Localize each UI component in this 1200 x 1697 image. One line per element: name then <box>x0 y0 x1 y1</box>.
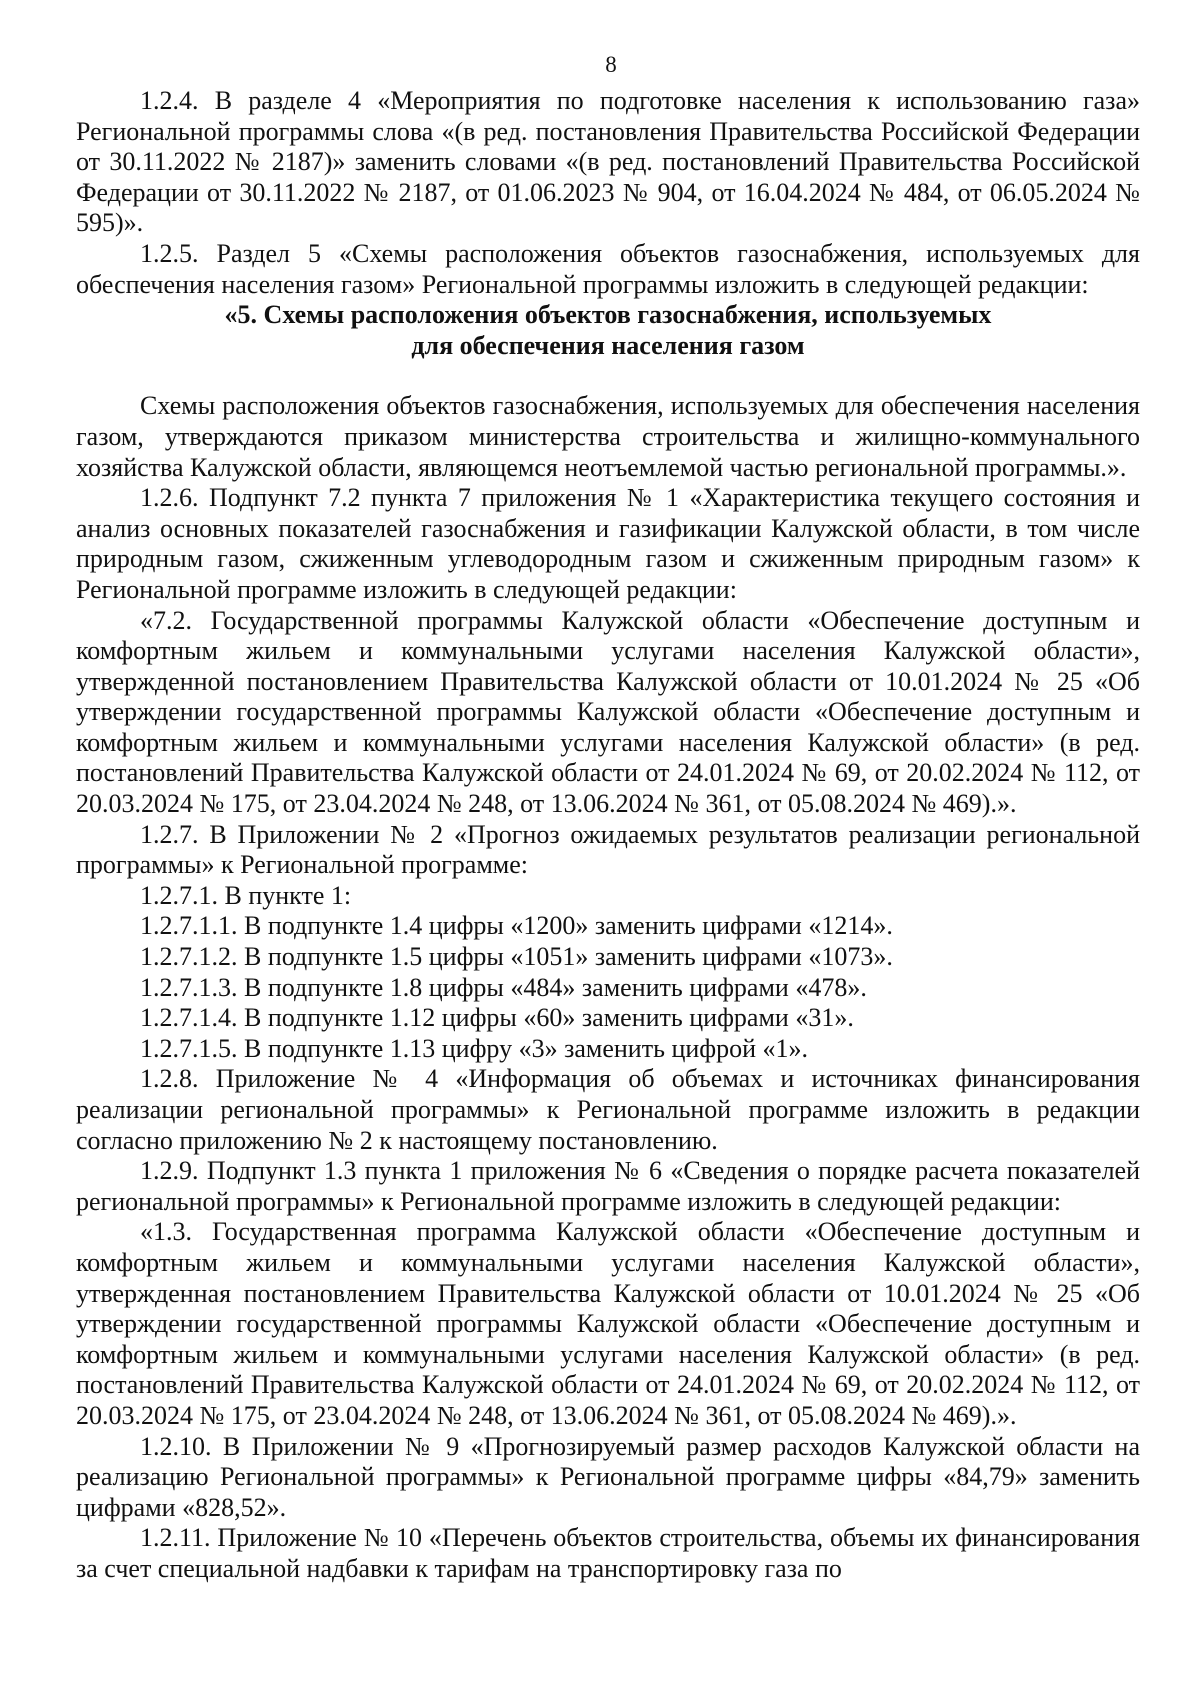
section-5-heading <box>76 300 1140 361</box>
document-page <box>76 50 1140 1585</box>
paragraph-1-2-7-1-4: 1.2.7.1.4. В подпункте 1.12 цифры «60» заменить цифрами «31». <box>140 1003 854 1033</box>
paragraph-1-2-9: 1.2.9. Подпункт 1.3 пункта 1 приложения № 6 «Сведения о порядке расчета показателей региональной программы» к Региональной программе изложить в следующей редакции: <box>76 1156 1140 1216</box>
paragraph-1-2-11: 1.2.11. Приложение № 10 «Перечень объектов строительства, объемы их финансирования за счет специальной надбавки к тарифам на транспортировку газа по <box>76 1523 1140 1583</box>
paragraph-1-2-7: 1.2.7. В Приложении № 2 «Прогноз ожидаемых результатов реализации региональной программы» к Региональной программе: <box>76 819 1140 880</box>
paragraph-1-2-8: 1.2.8. Приложение № 4 «Информация об объемах и источниках финансирования реализации региональной программы» к Региональной программе изложить в редакции согласно приложению № 2 к настоящему постановлению. <box>76 1064 1140 1155</box>
paragraph-1-2-7-1-1: 1.2.7.1.1. В подпункте 1.4 цифры «1200» заменить цифрами «1214». <box>140 911 893 941</box>
paragraph-1-2-5: 1.2.5. Раздел 5 «Схемы расположения объектов газоснабжения, используемых для обеспечения населения газом» Региональной программы изложить в следующей редакции: <box>76 238 1140 299</box>
page-number: 8 <box>605 52 617 77</box>
paragraph-1-2-7-1: 1.2.7.1. В пункте 1: <box>140 880 352 910</box>
paragraph-1-2-7-1-5: 1.2.7.1.5. В подпункте 1.13 цифру «3» заменить цифрой «1». <box>140 1033 809 1063</box>
paragraph-1-2-4: 1.2.4. В разделе 4 «Мероприятия по подготовке населения к использованию газа» Региональной программы слова «(в ред. постановления Правительства Российской Федерации от 30.11.2022 № 2187)» заменить словами «(в ред. постановлений Правительства Российской Федерации от 30.11.2022 № 2187, от 01.06.2023 № 904, от 16.04.2024 № 484, от 06.05.2024 № 595)». <box>76 86 1140 238</box>
paragraph-1-2-6: 1.2.6. Подпункт 7.2 пункта 7 приложения № 1 «Характеристика текущего состояния и анализ основных показателей газоснабжения и газификации Калужской области, в том числе природным газом, сжиженным углеводородным газом и сжиженным природным газом» к Региональной программе изложить в следующей редакции: <box>76 483 1140 604</box>
section-5-heading-line-1: «5. Схемы расположения объектов газоснабжения, используемых <box>224 300 992 330</box>
paragraph-section-5-body: Схемы расположения объектов газоснабжения, используемых для обеспечения населения газом, утверждаются приказом министерства строительства и жилищно-коммунального хозяйства Калужской области, являющемся неотъемлемой частью региональной программы.». <box>76 391 1140 482</box>
section-5-heading-line-2: для обеспечения населения газом <box>411 330 805 360</box>
paragraph-7-2-quote: «7.2. Государственной программы Калужской области «Обеспечение доступным и комфортным жильем и коммунальными услугами населения Калужской области», утвержденной постановлением Правительства Калужской области от 10.01.2024 № 25 «Об утверждении государственной программы Калужской области «Обеспечение доступным и комфортным жильем и коммунальными услугами населения Калужской области» (в ред. постановлений Правительства Калужской области от 24.01.2024 № 69, от 20.02.2024 № 112, от 20.03.2024 № 175, от 23.04.2024 № 248, от 13.06.2024 № 361, от 05.08.2024 № 469).». <box>76 605 1140 819</box>
paragraph-1-2-10: 1.2.10. В Приложении № 9 «Прогнозируемый размер расходов Калужской области на реализацию Региональной программы» к Региональной программе цифры «84,79» заменить цифрами «828,52». <box>76 1431 1140 1522</box>
paragraph-1-3-quote: «1.3. Государственная программа Калужской области «Обеспечение доступным и комфортным жильем и коммунальными услугами населения Калужской области», утвержденная постановлением Правительства Калужской области от 10.01.2024 № 25 «Об утверждении государственной программы Калужской области «Обеспечение доступным и комфортным жильем и коммунальными услугами населения Калужской области» (в ред. постановлений Правительства Калужской области от 24.01.2024 № 69, от 20.02.2024 № 112, от 20.03.2024 № 175, от 23.04.2024 № 248, от 13.06.2024 № 361, от 05.08.2024 № 469).». <box>76 1217 1140 1430</box>
paragraph-1-2-7-1-3: 1.2.7.1.3. В подпункте 1.8 цифры «484» заменить цифрами «478». <box>140 972 867 1002</box>
paragraph-1-2-7-1-2: 1.2.7.1.2. В подпункте 1.5 цифры «1051» заменить цифрами «1073». <box>140 942 893 972</box>
